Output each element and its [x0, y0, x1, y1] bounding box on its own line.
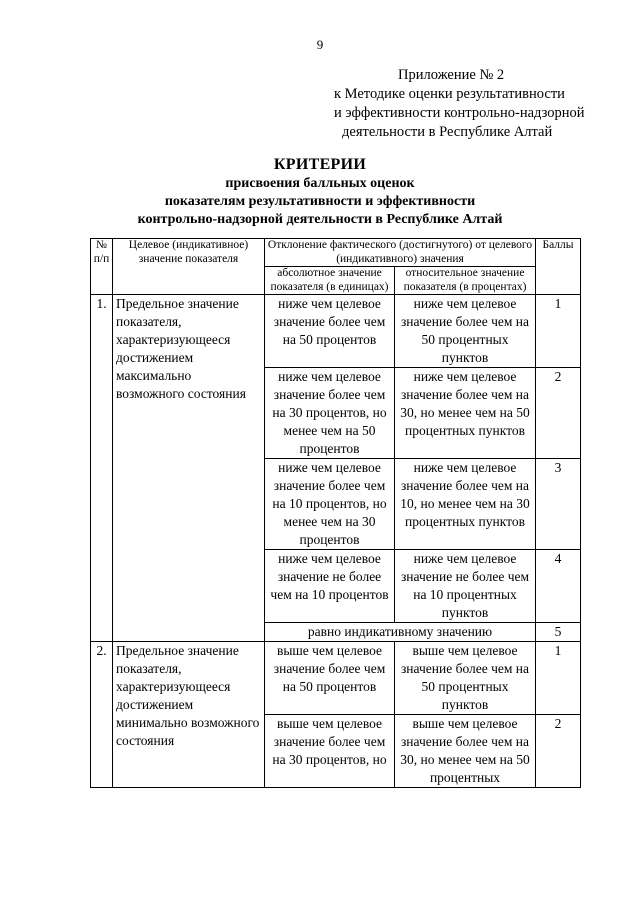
header-score: Баллы: [536, 239, 581, 295]
header-absolute: абсолютное значение показателя (в единицах): [265, 267, 395, 295]
appendix-line-4: деятельности в Республике Алтай: [342, 124, 553, 140]
group-label: Предельное значение показателя, характеризующееся достижением минимально возможного состояния: [113, 642, 265, 788]
score-cell: 1: [536, 295, 581, 368]
document-title: [0, 155, 640, 229]
rel-cell: ниже чем целевое значение более чем на 50 процентных пунктов: [395, 295, 536, 368]
title-line-4: контрольно-надзорной деятельности в Республике Алтай: [137, 212, 503, 227]
score-cell: 2: [536, 368, 581, 459]
rel-cell: выше чем целевое значение более чем на 30, но менее чем на 50 процентных: [395, 715, 536, 788]
appendix-line-2: к Методике оценки результативности: [334, 86, 565, 102]
rel-cell: ниже чем целевое значение более чем на 30, но менее чем на 50 процентных пунктов: [395, 368, 536, 459]
title-line-2: присвоения балльных оценок: [225, 176, 415, 191]
group-num: 1.: [91, 295, 113, 642]
score-cell: 5: [536, 623, 581, 642]
criteria-table: [90, 238, 581, 788]
score-cell: 2: [536, 715, 581, 788]
score-cell: 3: [536, 459, 581, 550]
equal-cell: равно индикативному значению: [265, 623, 536, 642]
rel-cell: выше чем целевое значение более чем на 50 процентных пунктов: [395, 642, 536, 715]
header-deviation: Отклонение фактического (достигнутого) от целевого (индикативного) значения: [265, 239, 536, 267]
page-number: 9: [316, 37, 324, 52]
abs-cell: ниже чем целевое значение более чем на 10 процентов, но менее чем на 30 процентов: [265, 459, 395, 550]
appendix-line-1: Приложение № 2: [398, 67, 505, 83]
header-relative: относительное значение показателя (в процентах): [395, 267, 536, 295]
title-line-3: показателям результативности и эффективности: [164, 194, 476, 209]
header-row: [91, 239, 581, 267]
score-cell: 1: [536, 642, 581, 715]
abs-cell: выше чем целевое значение более чем на 50 процентов: [265, 642, 395, 715]
appendix-line-3: и эффективности контрольно-надзорной: [334, 105, 585, 121]
abs-cell: ниже чем целевое значение более чем на 50 процентов: [265, 295, 395, 368]
abs-cell: ниже чем целевое значение не более чем на 10 процентов: [265, 550, 395, 623]
group-label: Предельное значение показателя, характеризующееся достижением максимально возможного состояния: [113, 295, 265, 642]
title-main: КРИТЕРИИ: [273, 156, 367, 173]
rel-cell: ниже чем целевое значение не более чем на 10 процентных пунктов: [395, 550, 536, 623]
header-num: № п/п: [91, 239, 113, 295]
score-cell: 4: [536, 550, 581, 623]
group-num: 2.: [91, 642, 113, 788]
appendix-block: [320, 66, 610, 142]
abs-cell: ниже чем целевое значение более чем на 30 процентов, но менее чем на 50 процентов: [265, 368, 395, 459]
header-target: Целевое (индикативное) значение показателя: [113, 239, 265, 295]
table-row: [91, 295, 581, 368]
table-row: [91, 642, 581, 715]
rel-cell: ниже чем целевое значение более чем на 10, но менее чем на 30 процентных пунктов: [395, 459, 536, 550]
abs-cell: выше чем целевое значение более чем на 30 процентов, но: [265, 715, 395, 788]
